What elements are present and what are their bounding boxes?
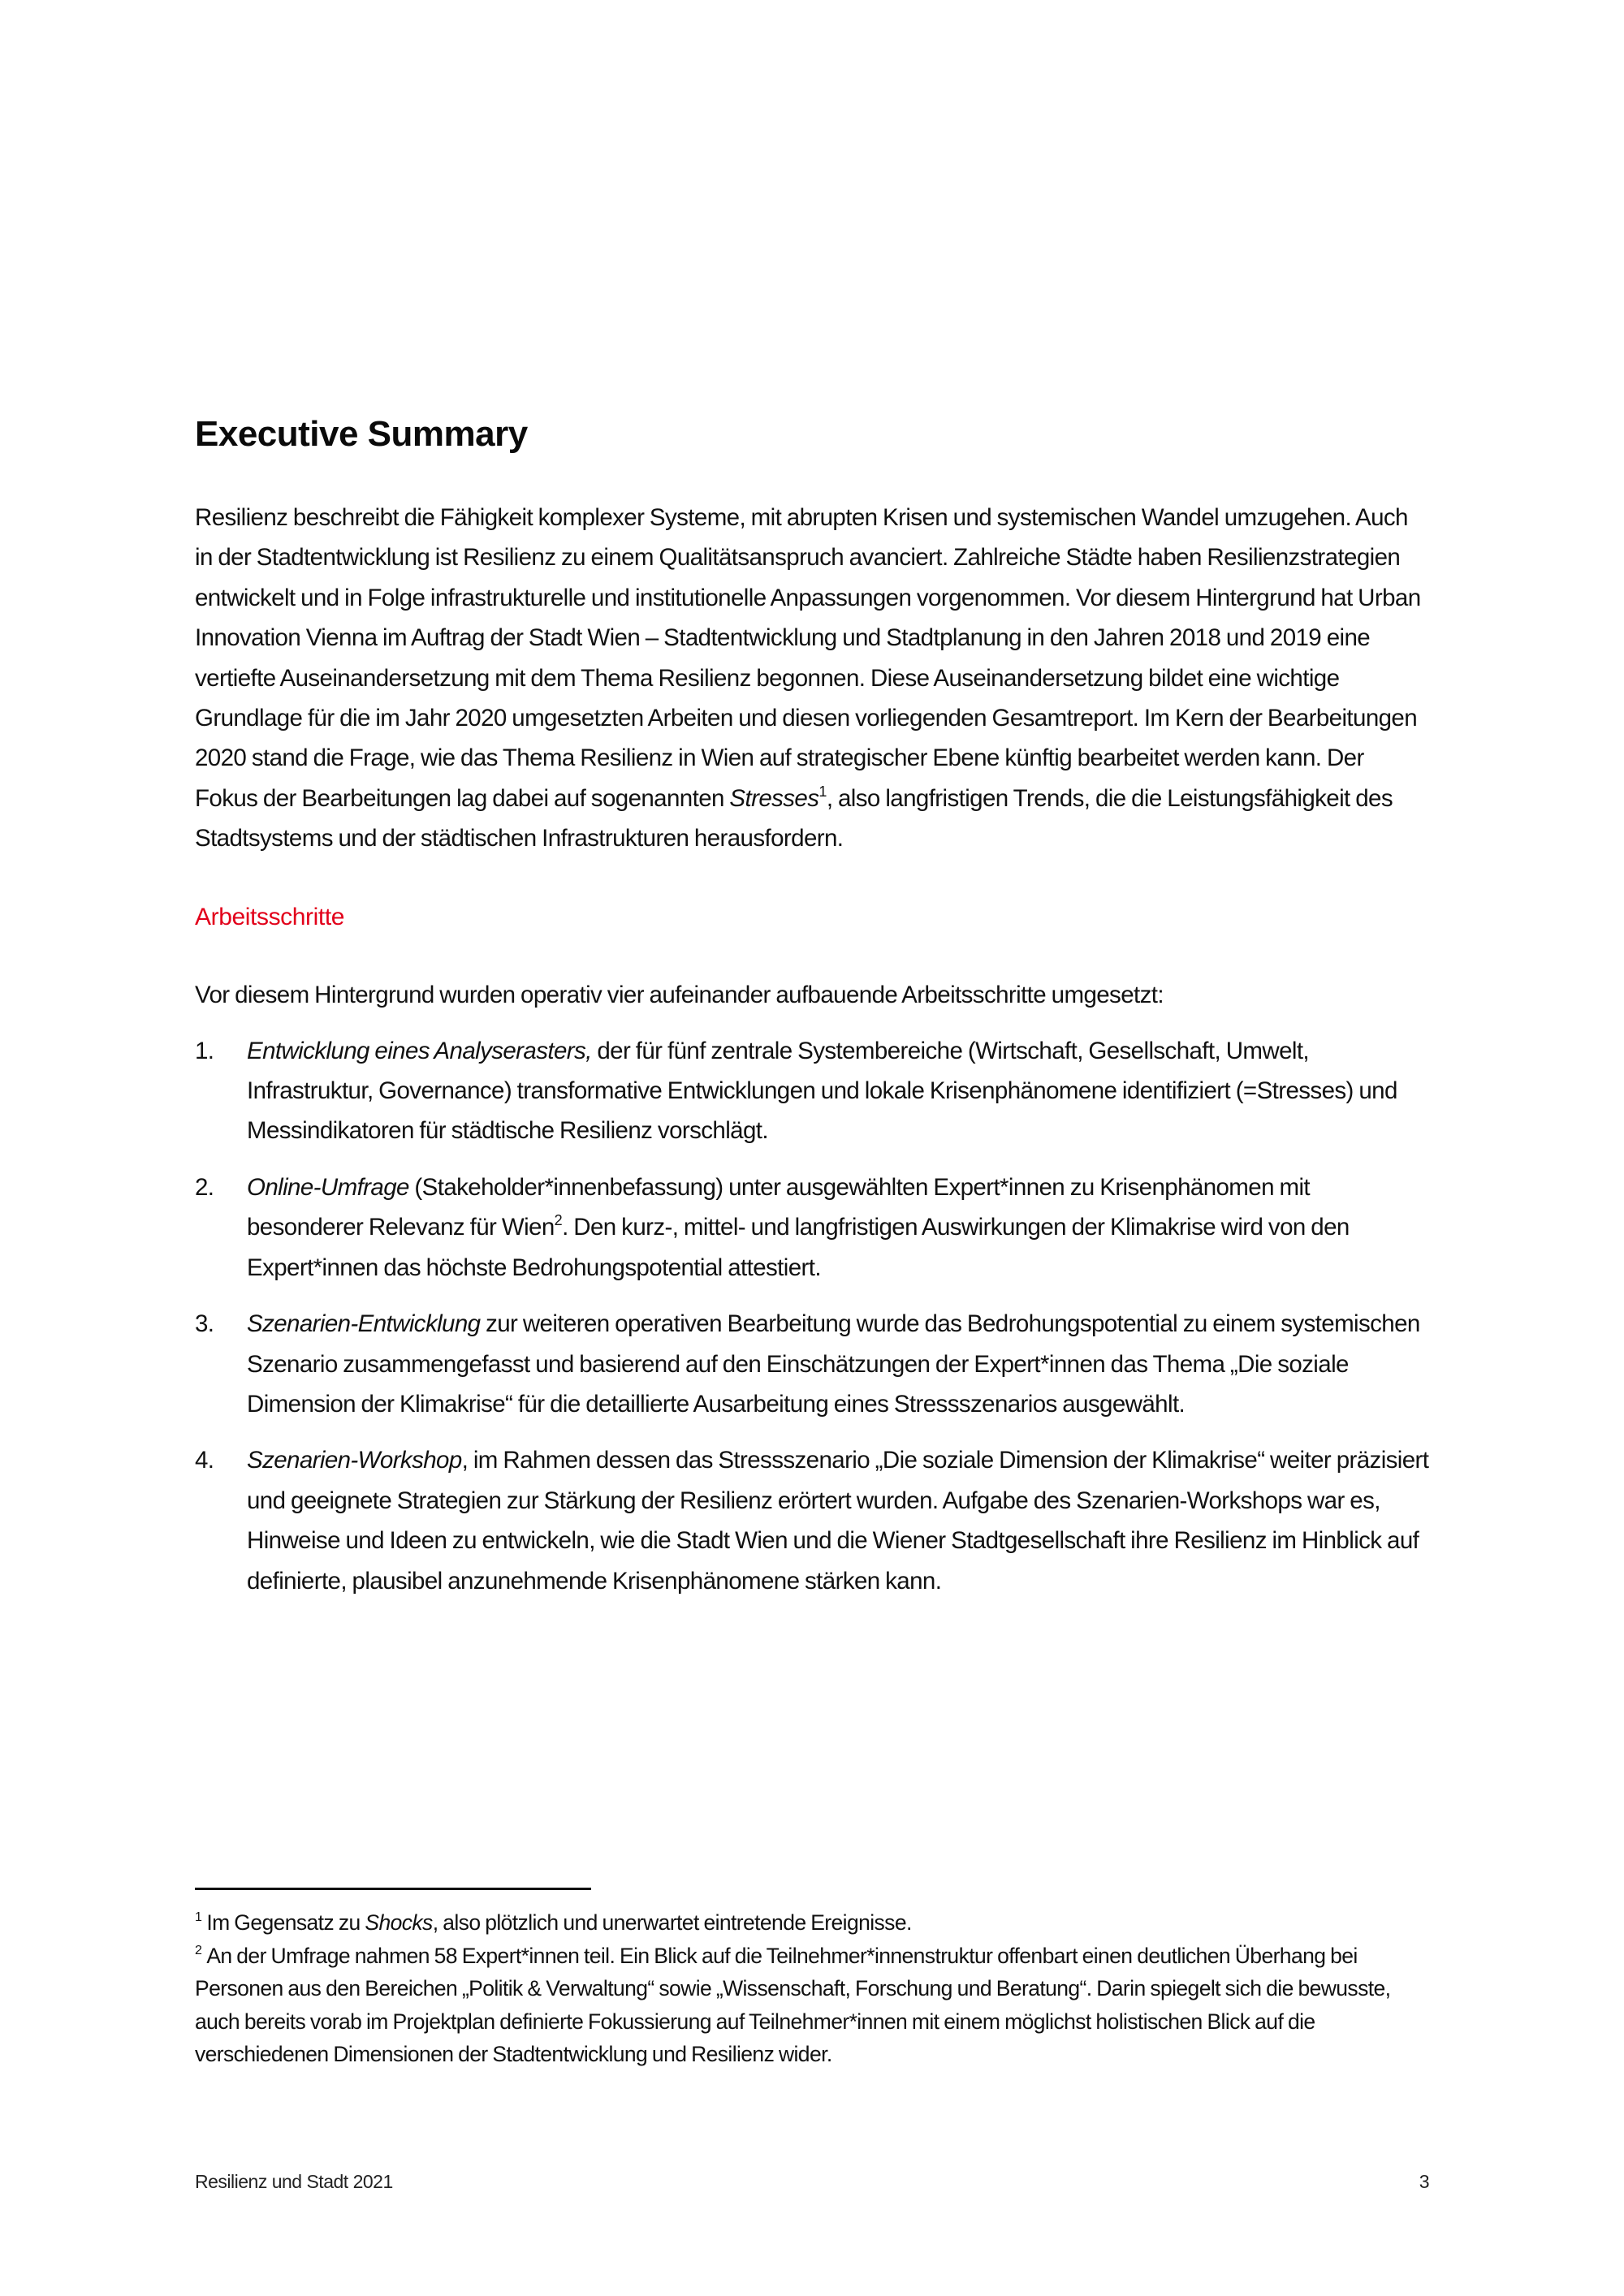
list-number: 2. <box>195 1173 214 1201</box>
lead-paragraph: Vor diesem Hintergrund wurden operativ vier aufeinander aufbauende Arbeitsschritte umgesetzt: <box>195 981 1164 1008</box>
steps-list <box>195 1031 1429 1601</box>
list-item <box>195 1031 1429 1151</box>
page-content <box>195 410 1429 1617</box>
footer-document-title: Resilienz und Stadt 2021 <box>195 2171 393 2192</box>
step-text: , im Rahmen dessen das Stressszenario „Die soziale Dimension der Klimakrise“ weiter präzisiert und geeignete Strategien zur Stärkung der Resilienz erörtert wurden. Aufgabe des Szenarien-Workshops war es, Hinweise und Ideen zu entwickeln, wie die Stadt Wien und die Wiener Stadtgesellschaft ihre Resilienz im Hinblick auf definierte, plausibel anzunehmende Krisenphänomene stärken kann. <box>247 1447 1429 1595</box>
step-title: Entwicklung eines Analyserasters, <box>247 1037 592 1064</box>
step-text: der für fünf zentrale Systembereiche (Wirtschaft, Gesellschaft, Umwelt, Infrastruktur, Governance) transformative Entwicklungen und lokale Krisenphänomene identifiziert (=Stresses) und Messindikatoren für städtische Resilienz vorschlägt. <box>247 1037 1397 1145</box>
footnote-separator <box>195 1888 591 1890</box>
footnotes <box>195 1906 1429 2071</box>
footnote-ref-2[interactable]: 2 <box>554 1212 563 1229</box>
step-title: Online-Umfrage <box>247 1173 409 1201</box>
list-item <box>195 1304 1429 1424</box>
step-text: zur weiteren operativen Bearbeitung wurde das Bedrohungspotential zu einem systemischen Szenario zusammengefasst und basierend auf den Einschätzungen der Expert*innen das Thema „Die soziale Dimension der Klimakrise“ für die detaillierte Ausarbeitung eines Stressszenarios ausgewählt. <box>247 1310 1420 1418</box>
footnote-ref-1[interactable]: 1 <box>818 783 827 800</box>
step-text: (Stakeholder*innenbefassung) unter ausgewählten Expert*innen zu Krisenphänomen mit besonderer Relevanz für Wien <box>247 1173 1311 1241</box>
footnote-1 <box>195 1906 1429 1940</box>
section-heading: Arbeitsschritte <box>195 903 345 930</box>
intro-paragraph <box>195 498 1429 859</box>
footnote-2 <box>195 1940 1429 2071</box>
footnote-number: 1 <box>195 1910 202 1924</box>
list-number: 3. <box>195 1310 214 1338</box>
list-item <box>195 1440 1429 1601</box>
list-item <box>195 1167 1429 1288</box>
intro-text-part2: , also langfristigen Trends, die die Leistungsfähigkeit des Stadtsystems und der städtischen Infrastrukturen herausfordern. <box>195 784 1393 852</box>
footnote-text-after: , also plötzlich und unerwartet eintretende Ereignisse. <box>432 1910 912 1935</box>
list-number: 1. <box>195 1037 214 1064</box>
page-title: Executive Summary <box>195 414 528 454</box>
intro-text-part1: Resilienz beschreibt die Fähigkeit komplexer Systeme, mit abrupten Krisen und systemischen Wandel umzugehen. Auch in der Stadtentwicklung ist Resilienz zu einem Qualitätsanspruch avanciert. Zahlreiche Städte haben Resilienzstrategien entwickelt und in Folge infrastrukturelle und institutionelle Anpassungen vorgenommen. Vor diesem Hintergrund hat Urban Innovation Vienna im Auftrag der Stadt Wien – Stadtentwicklung und Stadtplanung in den Jahren 2018 und 2019 eine vertiefte Auseinandersetzung mit dem Thema Resilienz begonnen. Diese Auseinandersetzung bildet eine wichtige Grundlage für die im Jahr 2020 umgesetzten Arbeiten und diesen vorliegenden Gesamtreport. Im Kern der Bearbeitungen 2020 stand die Frage, wie das Thema Resilienz in Wien auf strategischer Ebene künftig bearbeitet werden kann. Der Fokus der Bearbeitungen lag dabei auf sogenannten <box>195 504 1421 812</box>
step-text-after: . Den kurz-, mittel- und langfristigen Auswirkungen der Klimakrise wird von den Expert*innen das höchste Bedrohungspotential attestiert. <box>247 1214 1350 1281</box>
list-number: 4. <box>195 1447 214 1474</box>
footnote-text: Im Gegensatz zu <box>206 1910 365 1935</box>
footnote-italic: Shocks <box>365 1910 433 1935</box>
step-title: Szenarien-Workshop <box>247 1447 462 1474</box>
step-title: Szenarien-Entwicklung <box>247 1310 481 1338</box>
footnote-text: An der Umfrage nahmen 58 Expert*innen teil. Ein Blick auf die Teilnehmer*innenstruktur offenbart einen deutlichen Überhang bei Personen aus den Bereichen „Politik & Verwaltung“ sowie „Wissenschaft, Forschung und Beratung“. Darin spiegelt sich die bewusste, auch bereits vorab im Projektplan definierte Fokussierung auf Teilnehmer*innen mit einem möglichst holistischen Blick auf die verschiedenen Dimensionen der Stadtentwicklung und Resilienz wider. <box>195 1943 1391 2066</box>
intro-italic-term: Stresses <box>729 784 819 812</box>
page-number: 3 <box>1419 2171 1429 2192</box>
footnote-number: 2 <box>195 1943 202 1957</box>
